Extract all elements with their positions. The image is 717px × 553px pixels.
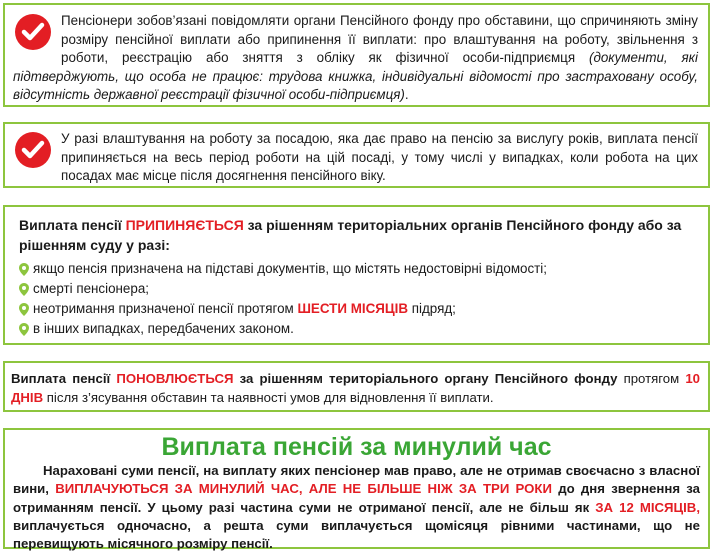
resumption-keyword: ПОНОВЛЮЄТЬСЯ — [116, 371, 234, 386]
list-item-text: підряд; — [408, 301, 456, 316]
list-item — [19, 319, 698, 339]
resumption-text — [11, 369, 700, 407]
twelve-months-keyword: ЗА 12 МІСЯЦІВ, — [595, 499, 700, 515]
past-part: Нараховані суми пенсії, на виплату яких пенсіонер мав право, але не отримав своєчасно з власної вини, — [13, 463, 700, 497]
resumption-part: за рішенням територіального органу Пенсійного фонду — [233, 371, 618, 386]
info-box-resumption — [3, 361, 710, 412]
heading-part: за рішенням територіальних органів Пенсійного фонду або за рішенням суду у разі: — [19, 217, 682, 253]
termination-keyword: ПРИПИНЯЄТЬСЯ — [125, 217, 244, 233]
info-box-long-service — [3, 122, 710, 188]
map-pin-icon — [19, 283, 29, 296]
list-item — [19, 299, 698, 319]
resumption-part: протягом — [617, 371, 686, 386]
resumption-part: Виплата пенсії — [11, 371, 117, 386]
past-part: до дня звернення за отриманням пенсії. У цьому разі частина суми не отриманої пенсії, але не більш як — [13, 481, 700, 515]
ten-days-keyword: 10 ДНІВ — [11, 371, 700, 405]
six-months-keyword: ШЕСТИ МІСЯЦІВ — [297, 301, 409, 316]
past-payments-text — [13, 462, 700, 553]
list-item-text: в інших випадках, передбачених законом. — [33, 321, 294, 336]
info-box-termination — [3, 205, 710, 345]
map-pin-icon — [19, 303, 29, 316]
past-payments-title: Виплата пенсій за минулий час — [161, 433, 552, 461]
past-part: виплачується одночасно, а решта суми виплачується щомісяця рівними частинами, що не перевищують місячного розміру пенсії. — [13, 517, 700, 552]
info-box-notify — [3, 3, 710, 107]
list-item-text: неотримання призначеної пенсії протягом — [33, 301, 298, 316]
check-icon — [15, 132, 51, 168]
notify-end: . — [404, 87, 409, 102]
notify-text — [13, 12, 698, 105]
heading-part: Виплата пенсії — [19, 217, 126, 233]
info-box-past-payments — [3, 428, 710, 552]
list-item-text: якщо пенсія призначена на підставі документів, що містять недостовірні відомості; — [33, 261, 548, 276]
list-item — [19, 259, 698, 279]
termination-heading — [19, 215, 698, 255]
map-pin-icon — [19, 323, 29, 336]
list-item — [19, 279, 698, 299]
resumption-part: після з’ясування обставин та наявності умов для відновлення її виплати. — [43, 390, 494, 405]
long-service-text: У разі влаштування на роботу за посадою, яка дає право на пенсію за вислугу років, виплата пенсії припиняється на весь період роботи на цій посаді, у тому числі у випадках, коли робота на цих посадах має місце після досягнення пенсійного віку. — [61, 131, 698, 183]
notify-main-text: Пенсіонери зобов’язані повідомляти органи Пенсійного фонду про обставини, що спричиняють зміну розміру пенсійної виплати або припинення її виплати: про влаштування на роботу, звільнення з роботи, реєстрацію або зняття з обліку як фізичної особи-підприємця — [61, 13, 698, 65]
notify-italic-text: (документи, які підтверджують, що особа не працює: трудова книжка, індивідуальні відомості про застраховану особу, відсутність державної реєстрації фізичної особи-підприємця) — [13, 50, 698, 102]
list-item-text: смерті пенсіонера; — [33, 281, 149, 296]
termination-list — [19, 259, 698, 339]
check-icon — [15, 14, 51, 50]
three-years-keyword: ВИПЛАЧУЮТЬСЯ ЗА МИНУЛИЙ ЧАС, АЛЕ НЕ БІЛЬШЕ НІЖ ЗА ТРИ РОКИ — [55, 481, 552, 497]
map-pin-icon — [19, 263, 29, 276]
